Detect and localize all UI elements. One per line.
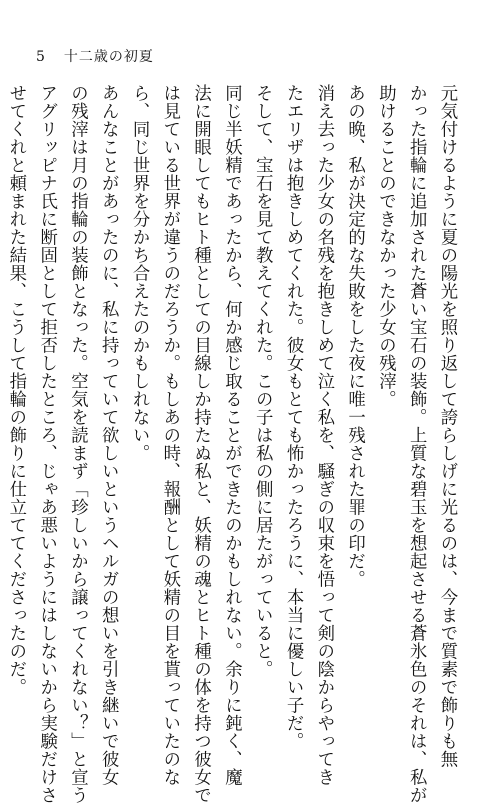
text-line: あんなことがあったのに、私に持っていて欲しいというヘルガの想いを引き継いで彼女	[92, 84, 123, 684]
text-line: アグリッピナ氏に断固として拒否したところ、じゃあ悪いようにはしないから実験だけさ	[31, 84, 62, 684]
text-line: 法に開眼してもヒト種としての目線しか持たぬ私と、妖精の魂とヒト種の体を持つ彼女で	[185, 84, 216, 684]
text-line: ら、同じ世界を分かち合えたのかもしれない。	[123, 84, 154, 684]
text-line: あの晩、私が決定的な失敗をした夜に唯一残された罪の印だ。	[339, 84, 370, 684]
body-text	[0, 84, 462, 684]
text-line: 助けることのできなかった少女の残滓。	[370, 84, 401, 684]
text-line: そして、宝石を見て教えてくれた。この子は私の側に居たがっていると。	[246, 84, 277, 684]
text-line: たエリザは抱きしめてくれた。彼女もとても怖かったろうに、本当に優しい子だ。	[277, 84, 308, 684]
text-line: せてくれと頼まれた結果、こうして指輪の飾りに仕立ててくださったのだ。	[0, 84, 31, 684]
text-line: は見ている世界が違うのだろうか。もしあの時、報酬として妖精の目を貰っていたのな	[154, 84, 185, 684]
text-line: かった指輪に追加された蒼い宝石の装飾。上質な碧玉を想起させる蒼氷色のそれは、私が	[400, 84, 431, 684]
running-head	[36, 46, 154, 66]
chapter-title: 十二歳の初夏	[64, 46, 154, 66]
text-line: 元気付けるように夏の陽光を照り返して誇らしげに光るのは、今まで質素で飾りも無	[431, 84, 462, 684]
page-number: 5	[36, 49, 46, 65]
text-line: の残滓は月の指輪の装飾となった。空気を読まず「珍しいから譲ってくれない？」と宣う	[62, 84, 93, 684]
text-line: 同じ半妖精であったから、何か感じ取ることができたのかもしれない。余りに鈍く、魔	[216, 84, 247, 684]
text-line: 消え去った少女の名残を抱きしめて泣く私を、騒ぎの収束を悟って剣の陰からやってき	[308, 84, 339, 684]
